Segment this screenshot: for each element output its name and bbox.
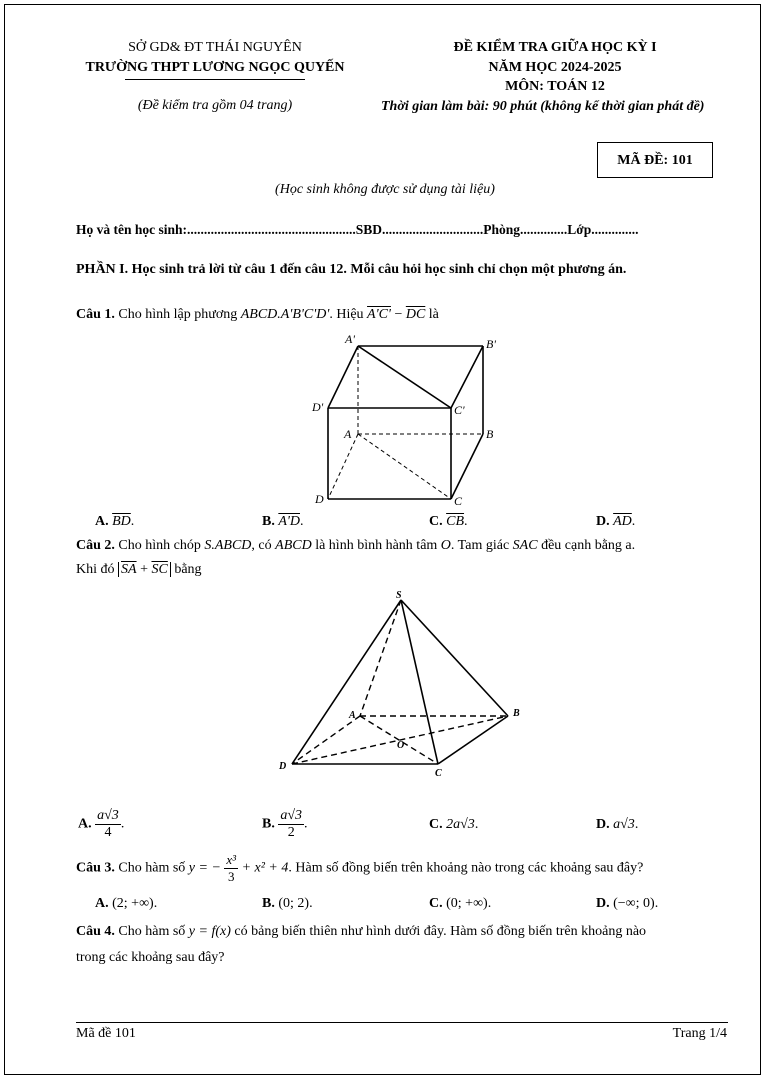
label-c1: C' bbox=[454, 403, 465, 417]
question-4-line-2: trong các khoảng sau đây? bbox=[76, 950, 225, 965]
question-4: Câu 4. Cho hàm số y = f(x) có bảng biến thiên như hình dưới đây. Hàm số đồng biến trên khoảng nào bbox=[76, 924, 647, 939]
label-d-pyr: D bbox=[279, 761, 287, 772]
label-b-pyr: B bbox=[513, 708, 520, 719]
q1-option-d[interactable]: D. $\overline{AD}$. bbox=[596, 514, 636, 529]
time-limit: Thời gian làm bài: 90 phút (không kể thời gian phát đề) bbox=[381, 99, 705, 114]
exam-code-box: MÃ ĐỀ: 101 bbox=[597, 142, 713, 178]
label-a: A bbox=[344, 427, 352, 441]
label-b1: B' bbox=[486, 337, 496, 351]
cube-figure bbox=[300, 328, 510, 510]
dept-name: SỞ GD& ĐT THÁI NGUYÊN bbox=[128, 40, 302, 55]
school-year: NĂM HỌC 2024-2025 bbox=[488, 60, 622, 75]
q1-option-a[interactable]: A. $\overline{BD}$. bbox=[95, 514, 135, 529]
q1-option-b[interactable]: B. A'D. bbox=[262, 514, 304, 529]
label-o: O bbox=[397, 740, 405, 751]
subject: MÔN: TOÁN 12 bbox=[505, 79, 605, 94]
q2-option-c[interactable]: C. 2a√3. bbox=[429, 817, 479, 832]
student-info-line: Họ và tên học sinh:..................................................SBD..............................Phòng..............Lớp.............. bbox=[76, 222, 639, 237]
label-c: C bbox=[454, 494, 463, 508]
footer-page-number: Trang 1/4 bbox=[672, 1026, 727, 1041]
q3-option-a[interactable]: A. (2; +∞). bbox=[95, 896, 158, 911]
footer-rule bbox=[76, 1022, 728, 1023]
q3-option-b[interactable]: B. (0; 2). bbox=[262, 896, 313, 911]
q2-option-b[interactable]: B. $\frac{a√3}{2}$ . bbox=[262, 808, 308, 840]
footer-exam-code: Mã đề 101 bbox=[76, 1026, 136, 1041]
school-underline bbox=[125, 79, 305, 80]
question-2: Câu 2. Cho hình chóp S.ABCD, có ABCD là hình bình hành tâm O. Tam giác SAC đều cạnh bằng a. bbox=[76, 538, 636, 553]
q3-option-d[interactable]: D. (−∞; 0). bbox=[596, 896, 659, 911]
vector-sum-magnitude: $\overline{SA} + \overline{SC}$ bbox=[118, 562, 171, 577]
label-a-pyr: A bbox=[349, 710, 356, 721]
question-1: Câu 1. Cho hình lập phương ABCD.A'B'C'D'. Hiệu $A'C' - \overline{DC}$ là bbox=[76, 307, 439, 322]
label-d: D bbox=[315, 492, 324, 506]
q1-option-c[interactable]: C. $\overline{CB}$. bbox=[429, 514, 468, 529]
school-name: TRƯỜNG THPT LƯƠNG NGỌC QUYẾN bbox=[85, 60, 345, 75]
vector-a1c1: A'C' bbox=[367, 307, 391, 322]
q3-option-c[interactable]: C. (0; +∞). bbox=[429, 896, 492, 911]
question-2-line-2: Khi đó $\overline{SA} + \overline{SC}$ bằng bbox=[76, 562, 202, 577]
no-materials-note: (Học sinh không được sử dụng tài liệu) bbox=[275, 182, 495, 197]
label-s: S bbox=[396, 590, 402, 601]
vector-dc: $\overline{DC}$ bbox=[405, 307, 426, 322]
question-3: Câu 3. Cho hàm số y = − $\frac{\text{x³}}{3}$ + x² + 4. Hàm số đồng biến trên khoảng nào trong các khoảng sau đây? bbox=[76, 852, 644, 884]
label-c-pyr: C bbox=[435, 768, 442, 779]
q2-option-d[interactable]: D. a√3. bbox=[596, 817, 639, 832]
pyramid-figure bbox=[275, 588, 525, 780]
part-one-heading: PHẦN I. Học sinh trả lời từ câu 1 đến câu 12. Mỗi câu hỏi học sinh chỉ chọn một phương án. bbox=[76, 262, 627, 277]
pages-note: (Đề kiểm tra gồm 04 trang) bbox=[137, 98, 293, 113]
label-a1: A' bbox=[345, 332, 355, 346]
label-b: B bbox=[486, 427, 494, 441]
q2-option-a[interactable]: A. $\frac{a√3}{4}$ . bbox=[78, 808, 125, 840]
label-d1: D' bbox=[312, 400, 324, 414]
exam-title: ĐỀ KIỂM TRA GIỮA HỌC KỲ I bbox=[453, 40, 657, 55]
